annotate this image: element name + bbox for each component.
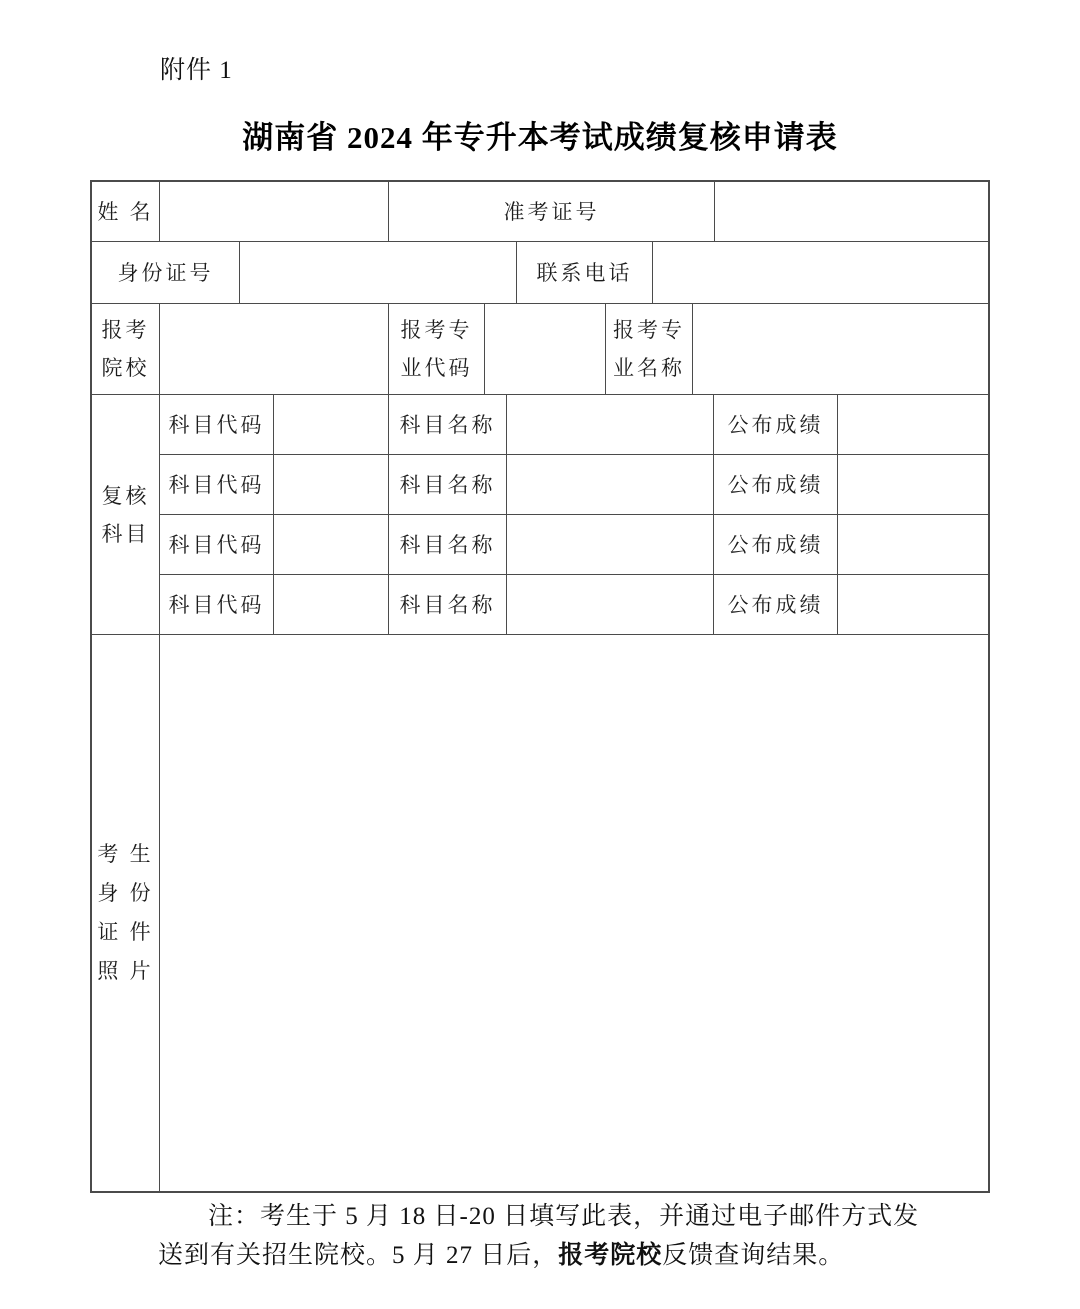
row-school-major — [92, 304, 988, 395]
name-label: 姓 名 — [92, 182, 160, 241]
id-number-field[interactable] — [240, 242, 517, 303]
note-text — [158, 1197, 933, 1275]
review-subjects-rows — [160, 395, 988, 634]
row-name — [92, 182, 988, 242]
published-score-field[interactable] — [838, 515, 988, 574]
subject-code-label: 科目代码 — [160, 515, 274, 574]
subject-name-label: 科目名称 — [389, 395, 507, 454]
name-field[interactable] — [160, 182, 389, 241]
photo-field[interactable] — [160, 635, 988, 1191]
published-score-field[interactable] — [838, 575, 988, 634]
phone-label: 联系电话 — [517, 242, 653, 303]
photo-label: 考 生 身 份 证 件 照 片 — [92, 635, 160, 1191]
subject-name-label: 科目名称 — [389, 515, 507, 574]
subject-code-field[interactable] — [274, 575, 389, 634]
major-name-field[interactable] — [693, 304, 988, 394]
published-score-field[interactable] — [838, 395, 988, 454]
published-score-label: 公布成绩 — [714, 515, 838, 574]
review-subjects-label: 复核 科目 — [92, 395, 160, 634]
subject-row — [160, 575, 988, 634]
subject-code-field[interactable] — [274, 395, 389, 454]
admission-ticket-field[interactable] — [715, 182, 988, 241]
published-score-field[interactable] — [838, 455, 988, 514]
major-code-label: 报考专 业代码 — [389, 304, 485, 394]
review-subjects-section — [92, 395, 988, 635]
subject-code-field[interactable] — [274, 455, 389, 514]
subject-code-field[interactable] — [274, 515, 389, 574]
id-number-label: 身份证号 — [92, 242, 240, 303]
subject-code-label: 科目代码 — [160, 455, 274, 514]
phone-field[interactable] — [653, 242, 988, 303]
school-field[interactable] — [160, 304, 389, 394]
subject-name-label: 科目名称 — [389, 575, 507, 634]
published-score-label: 公布成绩 — [714, 395, 838, 454]
row-photo — [92, 635, 988, 1191]
attachment-label: 附件 1 — [160, 57, 233, 84]
published-score-label: 公布成绩 — [714, 455, 838, 514]
note-line-1: 注：考生于 5 月 18 日-20 日填写此表，并通过电子邮件方式发 — [208, 1203, 920, 1230]
note-bold-segment: 报考院校 — [558, 1242, 663, 1269]
row-id-phone — [92, 242, 988, 304]
page-title: 湖南省 2024 年专升本考试成绩复核申请表 — [242, 120, 838, 155]
subject-name-field[interactable] — [507, 575, 714, 634]
subject-row — [160, 455, 988, 515]
admission-ticket-label: 准考证号 — [389, 182, 715, 241]
application-form-table — [90, 180, 990, 1193]
subject-name-field[interactable] — [507, 515, 714, 574]
subject-name-field[interactable] — [507, 395, 714, 454]
subject-row — [160, 395, 988, 455]
subject-name-label: 科目名称 — [389, 455, 507, 514]
note-line-2: 送到有关招生院校。5 月 27 日后，报考院校反馈查询结果。 — [158, 1242, 845, 1269]
subject-name-field[interactable] — [507, 455, 714, 514]
subject-row — [160, 515, 988, 575]
subject-code-label: 科目代码 — [160, 395, 274, 454]
published-score-label: 公布成绩 — [714, 575, 838, 634]
subject-code-label: 科目代码 — [160, 575, 274, 634]
major-code-field[interactable] — [485, 304, 606, 394]
major-name-label: 报考专 业名称 — [606, 304, 693, 394]
school-label: 报考 院校 — [92, 304, 160, 394]
